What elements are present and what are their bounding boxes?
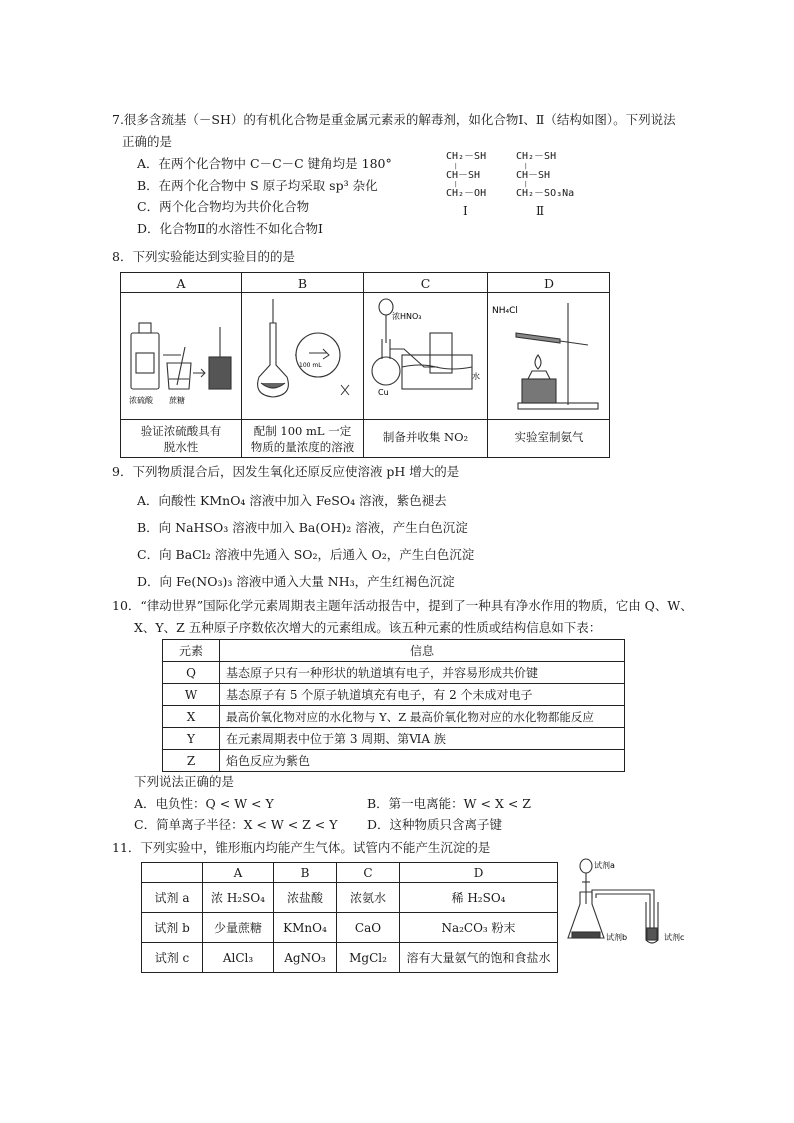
q11-header-cell: A — [203, 863, 274, 883]
struct2-line: CH₂－SH — [516, 151, 557, 162]
q7-option-a: A．在两个化合物中 C－C－C 键角均是 180° — [137, 156, 392, 171]
q7-option-d: D．化合物Ⅱ的水溶性不如化合物Ⅰ — [137, 221, 323, 236]
table-row — [163, 750, 625, 772]
info-cell: 在元素周期表中位于第 3 周期、第ⅥA 族 — [220, 728, 625, 750]
q11-header-cell: C — [337, 863, 400, 883]
q11-cell: AgNO₃ — [274, 943, 337, 973]
struct2-line: CH－SH — [516, 169, 551, 181]
q7-option-b: B．在两个化合物中 S 原子均采取 sp³ 杂化 — [137, 178, 378, 193]
q8-caption-d: 实验室制氨气 — [514, 430, 584, 444]
c-cu-label: Cu — [378, 388, 389, 397]
q11-label-b: 试剂b — [606, 933, 628, 942]
q11-cell: 浓 H₂SO₄ — [203, 883, 274, 913]
q8-caption-c: 制备并收集 NO₂ — [382, 430, 469, 444]
cross-mark-icon — [341, 385, 349, 395]
beaker-icon — [163, 347, 191, 389]
q8-header-b: B — [297, 276, 308, 291]
q11-cell: 试剂 b — [142, 913, 203, 943]
q10-element-table — [162, 639, 625, 772]
q11-header-cell: D — [400, 863, 558, 883]
q11-cell: 浓氨水 — [337, 883, 400, 913]
q11-stem: 11．下列实验中，锥形瓶内均能产生气体。试管内不能产生沉淀的是 — [112, 840, 491, 855]
info-cell: 基态原子有 5 个原子轨道填充有电子，有 2 个未成对电子 — [220, 684, 625, 706]
q11-cell: 溶有大量氨气的饱和食盐水 — [400, 943, 558, 973]
volumetric-flask-icon — [258, 299, 289, 397]
arrow-icon — [193, 369, 205, 377]
element-cell: Y — [163, 728, 220, 750]
table-header-element: 元素 — [163, 640, 220, 662]
q10-stem-line1: 10．“律动世界”国际化学元素周期表主题年活动报告中，提到了一种具有净水作用的物质，它由 Q、W、 — [112, 598, 693, 613]
dropping-funnel-icon — [580, 859, 592, 904]
element-cell: W — [163, 684, 220, 706]
q11-label-c: 试剂c — [664, 933, 685, 942]
round-flask-icon — [372, 339, 438, 385]
q11-cell: 试剂 c — [142, 943, 203, 973]
q9-option-a: A．向酸性 KMnO₄ 溶液中加入 FeSO₄ 溶液，紫色褪去 — [137, 493, 447, 508]
q8-table — [120, 272, 610, 458]
magnifier-circle-icon — [296, 333, 340, 377]
struct1-line: CH₂－OH — [446, 188, 487, 199]
q7-structure-1-label: Ⅰ — [463, 204, 468, 218]
q8-image-a — [123, 293, 239, 418]
caption-line: 配制 100 mL 一定 — [253, 424, 352, 438]
element-cell: Z — [163, 750, 220, 772]
a-acid-label: 浓硫酸 — [129, 396, 153, 405]
separatory-funnel-icon — [379, 299, 393, 343]
d-reagent-label: NH₄Cl — [492, 306, 518, 316]
q9-option-d: D．向 Fe(NO₃)₃ 溶液中通入大量 NH₃，产生红褐色沉淀 — [137, 574, 455, 589]
acid-bottle-icon — [131, 323, 159, 389]
info-cell: 基态原子只有一种形状的轨道填有电子，并容易形成共价键 — [220, 662, 625, 684]
q11-reagent-table — [141, 862, 558, 973]
q7-option-c: C．两个化合物均为共价化合物 — [137, 199, 310, 214]
q11-cell: 浓盐酸 — [274, 883, 337, 913]
info-cell: 最高价氧化物对应的水化物与 Y、Z 最高价氧化物对应的水化物都能反应 — [220, 706, 625, 728]
q10-option-d: D．这种物质只含离子键 — [367, 817, 503, 832]
table-row — [142, 913, 558, 943]
table-header-info: 信息 — [220, 640, 625, 662]
struct1-line: CH－SH — [446, 169, 481, 181]
q11-cell: 稀 H₂SO₄ — [400, 883, 558, 913]
q7-structure-2-label: Ⅱ — [536, 204, 545, 218]
c-water-label: 水 — [472, 372, 480, 381]
q10-option-a: A．电负性：Q < W < Y — [134, 796, 274, 811]
q11-header-cell: B — [274, 863, 337, 883]
q8-stem: 8．下列实验能达到实验目的的是 — [112, 249, 295, 264]
q7-stem-line1: 7.很多含巯基（－SH）的有机化合物是重金属元素汞的解毒剂，如化合物Ⅰ、Ⅱ（结构如图）。下列说法 — [112, 112, 676, 127]
caption-line: 验证浓硫酸具有 — [140, 424, 222, 438]
q9-option-b: B．向 NaHSO₃ 溶液中加入 Ba(OH)₂ 溶液，产生白色沉淀 — [137, 520, 468, 535]
element-cell: Q — [163, 662, 220, 684]
q8-image-d — [488, 293, 609, 418]
q11-cell: 少量蔗糖 — [203, 913, 274, 943]
b-volume-label: 100 mL — [299, 362, 322, 369]
q11-apparatus-image — [566, 852, 706, 952]
table-row — [163, 662, 625, 684]
struct1-line: CH₂－SH — [446, 151, 487, 162]
q10-ask: 下列说法正确的是 — [134, 774, 235, 789]
table-row — [163, 706, 625, 728]
q8-header-d: D — [543, 276, 555, 291]
q11-cell: CaO — [337, 913, 400, 943]
q8-image-c — [364, 293, 486, 418]
q11-cell: AlCl₃ — [203, 943, 274, 973]
info-cell: 焰色反应为紫色 — [220, 750, 625, 772]
q8-image-b — [243, 293, 363, 418]
caption-line: 脱水性 — [163, 440, 199, 454]
water-trough-icon — [402, 333, 472, 389]
struct2-line: CH₂－SO₃Na — [516, 188, 575, 199]
alcohol-lamp-icon — [522, 355, 556, 403]
q11-label-a: 试剂a — [594, 861, 615, 870]
c-acid-label: 浓HNO₃ — [392, 312, 422, 321]
q8-header-c: C — [420, 276, 431, 291]
q7-structure-1: CH₂－SH | CH－SH | CH₂－OH — [446, 151, 487, 199]
caption-line: 物质的量浓度的溶液 — [250, 440, 355, 454]
q11-cell: Na₂CO₃ 粉末 — [400, 913, 558, 943]
q11-cell: 试剂 a — [142, 883, 203, 913]
q10-stem-line2: X、Y、Z 五种原子序数依次增大的元素组成。该五种元素的性质或结构信息如下表： — [134, 620, 602, 635]
q10-option-b: B．第一电离能：W < X < Z — [367, 796, 531, 811]
q9-stem: 9．下列物质混合后，因发生氧化还原反应使溶液 pH 增大的是 — [112, 464, 460, 479]
beaker-black-icon — [209, 327, 231, 389]
q8-header-a: A — [176, 276, 186, 291]
q7-structure-2: CH₂－SH | CH－SH | CH₂－SO₃Na — [516, 151, 575, 199]
q9-option-c: C．向 BaCl₂ 溶液中先通入 SO₂，后通入 O₂，产生白色沉淀 — [137, 547, 475, 562]
q7-stem-line2: 正确的是 — [122, 134, 173, 149]
a-sugar-label: 蔗糖 — [169, 396, 185, 405]
test-tube-icon — [646, 902, 658, 943]
q8-caption-a — [121, 423, 241, 455]
heated-tube-icon — [516, 333, 588, 345]
q11-cell: MgCl₂ — [337, 943, 400, 973]
table-row — [163, 684, 625, 706]
table-row — [142, 883, 558, 913]
q11-header-cell — [142, 863, 203, 883]
q11-cell: KMnO₄ — [274, 913, 337, 943]
q10-option-c: C．简单离子半径：X < W < Z < Y — [134, 817, 338, 832]
table-row — [163, 728, 625, 750]
q8-caption-b — [242, 423, 363, 455]
table-row — [142, 943, 558, 973]
element-cell: X — [163, 706, 220, 728]
